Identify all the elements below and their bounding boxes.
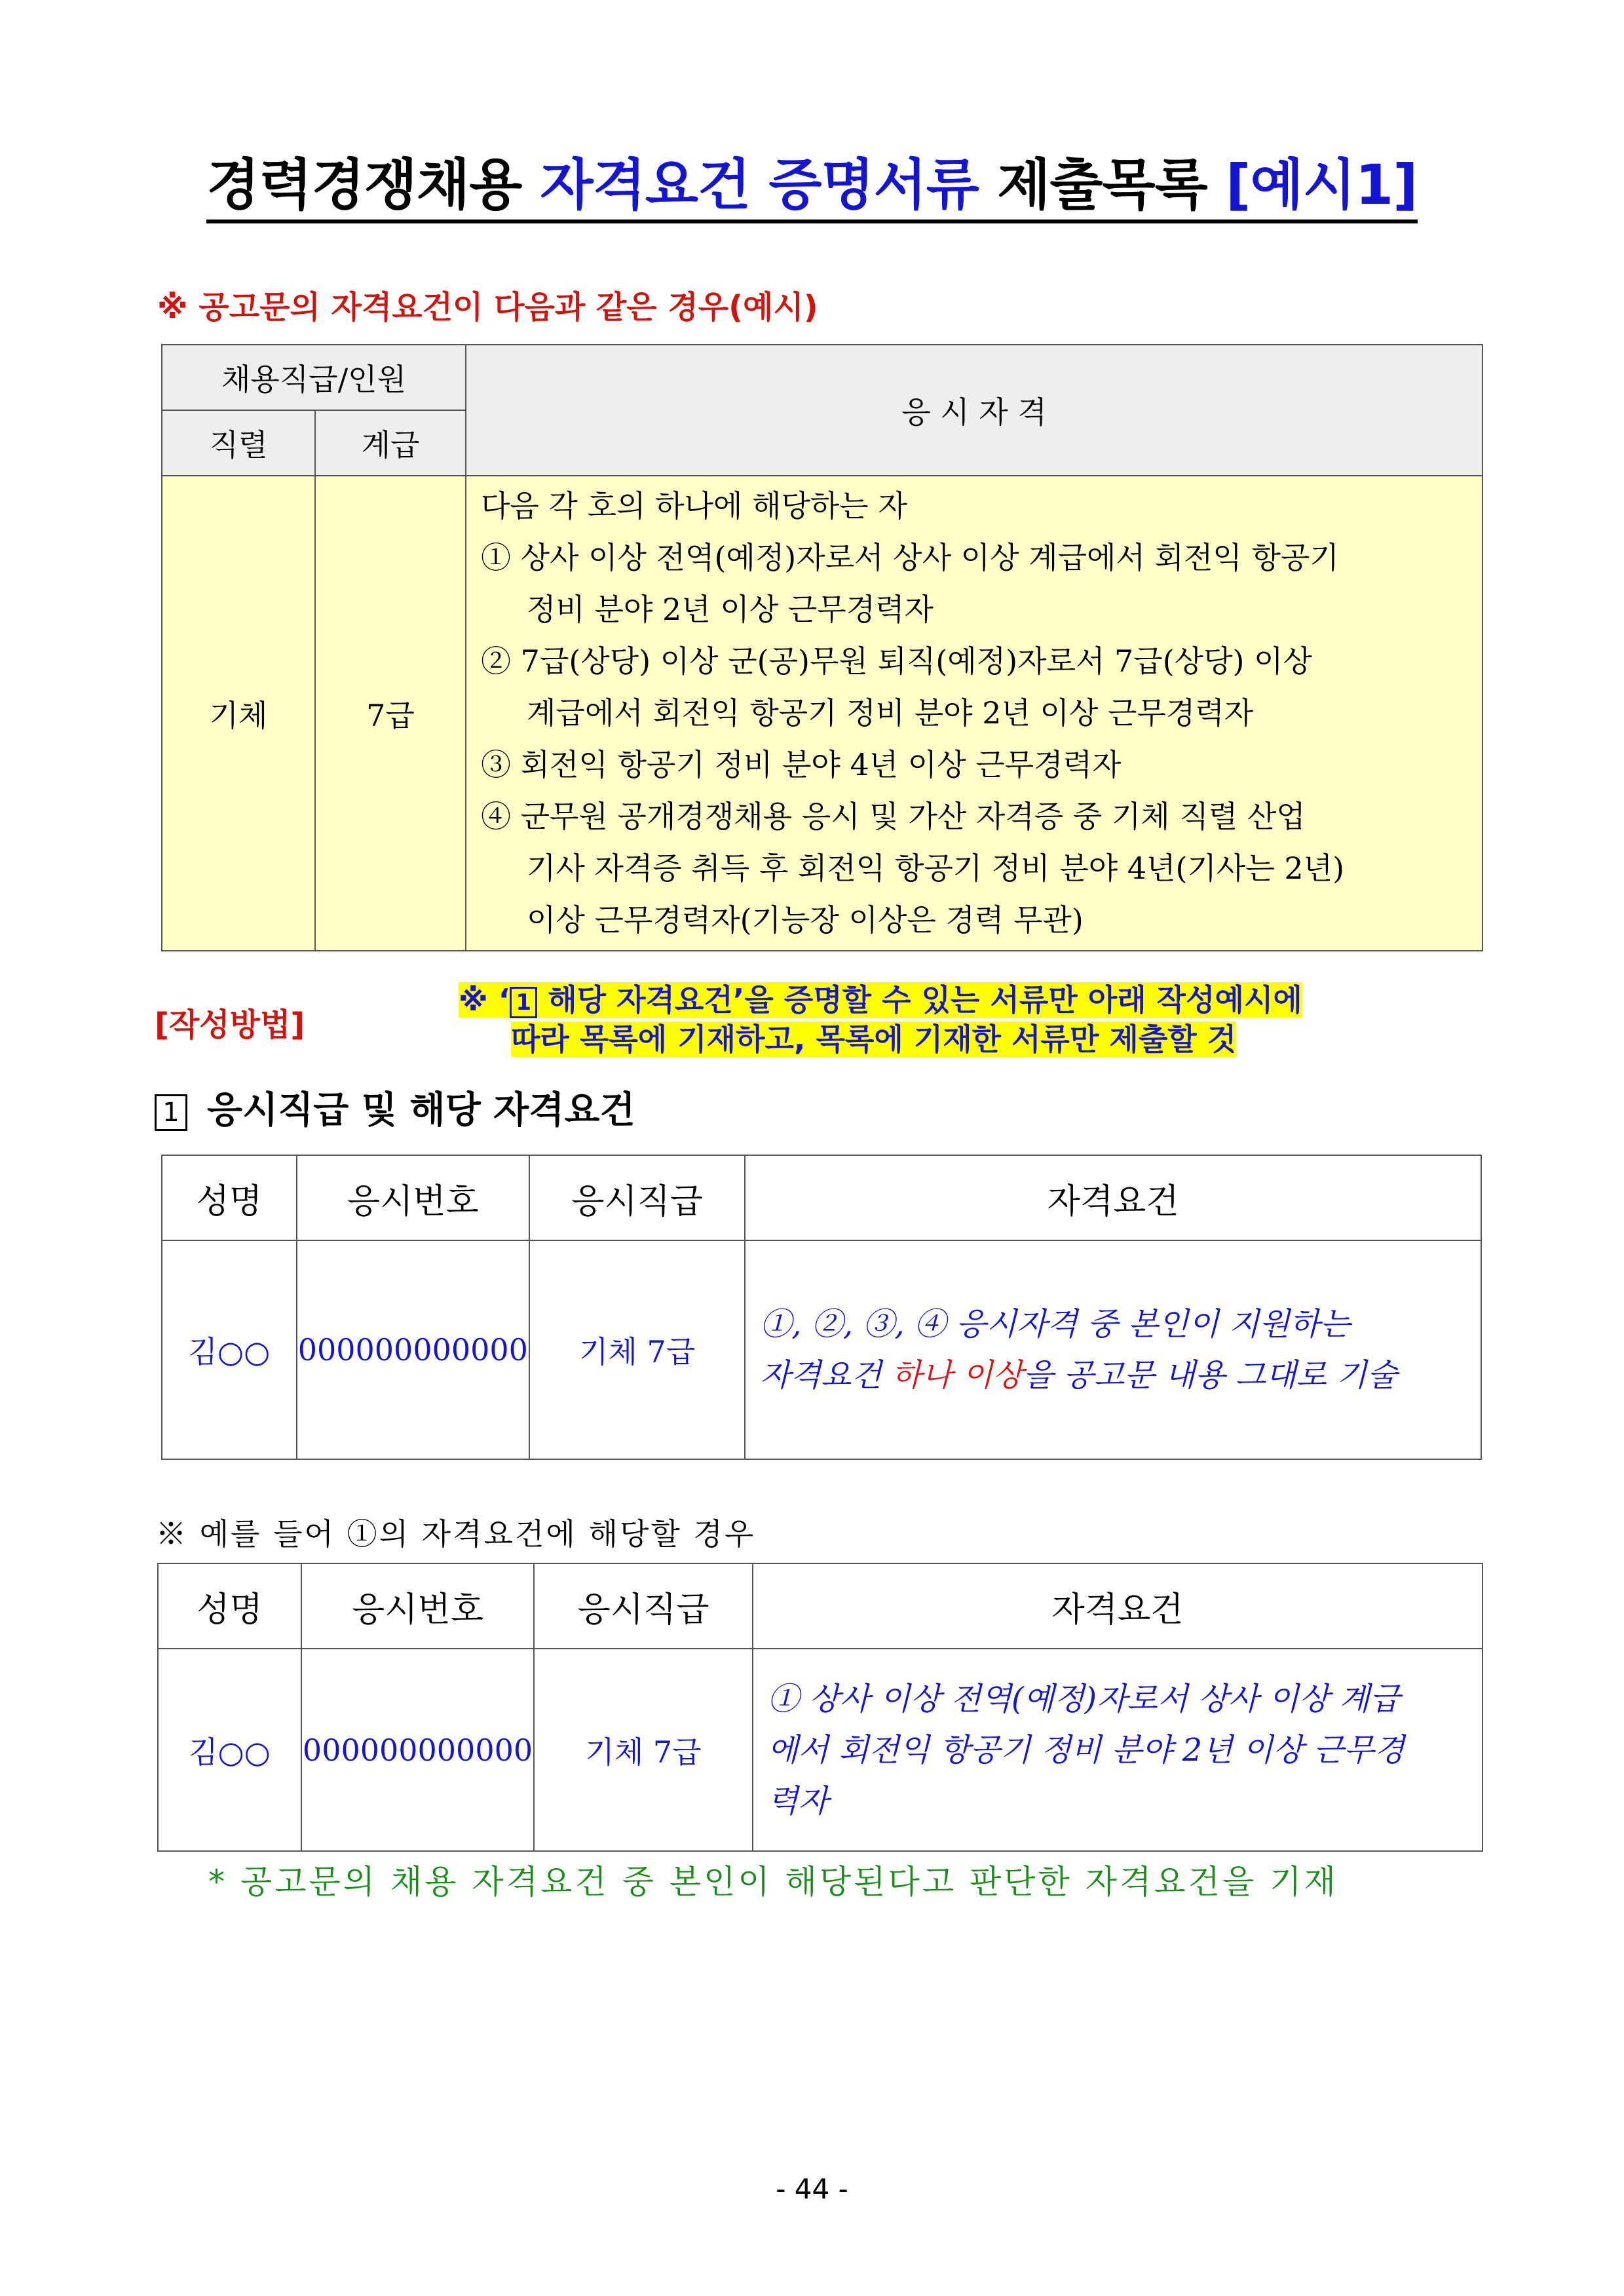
qual-line: ③ 회전익 항공기 정비 분야 4년 이상 근무경력자 [481,747,1122,782]
req-line: ① 상사 이상 전역(예정)자로서 상사 이상 계급 [767,1680,1401,1717]
header-series: 직렬 [162,410,315,476]
applicant-table-example [157,1563,1483,1852]
cell-series: 기체 [162,476,315,951]
title-part3: 제출목록 [997,153,1207,217]
notice-line: ※ 공고문의 자격요건이 다음과 같은 경우(예시) [157,289,818,326]
qual-line: 정비 분야 2년 이상 근무경력자 [527,592,934,627]
header-number: 응시번호 [297,1155,529,1240]
cell-name: 김○○ [158,1649,301,1851]
req-highlight-text: 하나 이상 [892,1357,1023,1394]
cell-name: 김○○ [162,1240,297,1459]
method-note-prefix: ※ ‘ [459,982,510,1018]
cell-qualification [466,476,1482,951]
title-part1: 경력경쟁채용 [206,153,522,217]
header-applied-grade: 응시직급 [534,1563,753,1649]
qual-line: ④ 군무원 공개경쟁채용 응시 및 가산 자격증 중 기체 직렬 산업 [481,799,1306,834]
header-requirement: 자격요건 [753,1563,1482,1649]
header-recruit-group: 채용직급/인원 [162,345,466,410]
title-part2: 자격요건 증명서류 [540,153,979,217]
qualification-table [161,344,1483,951]
qual-line: 이상 근무경력자(기능장 이상은 경력 무관) [527,902,1084,938]
cell-applied-grade: 기체 7급 [534,1649,753,1851]
req-text: 자격요건 [760,1357,892,1394]
page-number: - 44 - [776,2173,848,2205]
qual-line: 다음 각 호의 하나에 해당하는 자 [481,488,907,524]
footnote: * 공고문의 채용 자격요건 중 본인이 해당된다고 판단한 자격요건을 기재 [208,1863,1338,1901]
cell-applied-grade: 기체 7급 [529,1240,745,1459]
section-heading-text: 응시직급 및 해당 자격요건 [207,1089,635,1132]
method-note [459,980,1302,1059]
cell-requirement [745,1240,1481,1459]
cell-number: 000000000000 [297,1240,529,1459]
cell-grade: 7급 [315,476,466,951]
header-number: 응시번호 [301,1563,534,1649]
header-qualification: 응 시 자 격 [466,345,1482,476]
req-text: 을 공고문 내용 그대로 기술 [1023,1357,1397,1394]
cell-number: 000000000000 [301,1649,534,1851]
page-title [0,141,1624,220]
req-line: ①, ②, ③, ④ 응시자격 중 본인이 지원하는 [760,1306,1351,1343]
qual-line: ① 상사 이상 전역(예정)자로서 상사 이상 계급에서 회전익 항공기 [481,540,1339,575]
method-note-line1-text: 해당 자격요건’을 증명할 수 있는 서류만 아래 작성예시에 [537,982,1302,1018]
header-name: 성명 [162,1155,297,1240]
section-heading [155,1081,635,1134]
header-grade: 계급 [315,410,466,476]
req-line: 력자 [767,1782,829,1820]
qual-line: ② 7급(상당) 이상 군(공)무원 퇴직(예정)자로서 7급(상당) 이상 [481,643,1312,679]
method-label: [작성방법] [155,1006,305,1043]
header-applied-grade: 응시직급 [529,1155,745,1240]
qual-line: 계급에서 회전익 항공기 정비 분야 2년 이상 근무경력자 [527,695,1254,731]
example-note: ※ 예를 들어 ①의 자격요건에 해당할 경우 [156,1516,756,1552]
req-line: 에서 회전익 항공기 정비 분야 2년 이상 근무경 [767,1731,1405,1769]
applicant-table-template [161,1155,1482,1460]
header-name: 성명 [158,1563,301,1649]
cell-requirement [753,1649,1482,1851]
boxed-number-icon: 1 [155,1094,187,1131]
method-note-line2: 따라 목록에 기재하고, 목록에 기재한 서류만 제출할 것 [511,1022,1237,1057]
title-part4: [예시1] [1226,153,1418,217]
qual-line: 기사 자격증 취득 후 회전익 항공기 정비 분야 4년(기사는 2년) [527,851,1345,886]
title-underline-group [206,153,1417,223]
req-line [760,1350,1466,1401]
header-requirement: 자격요건 [745,1155,1481,1240]
boxed-number-icon: 1 [510,987,537,1018]
method-note-line1 [459,982,1302,1018]
